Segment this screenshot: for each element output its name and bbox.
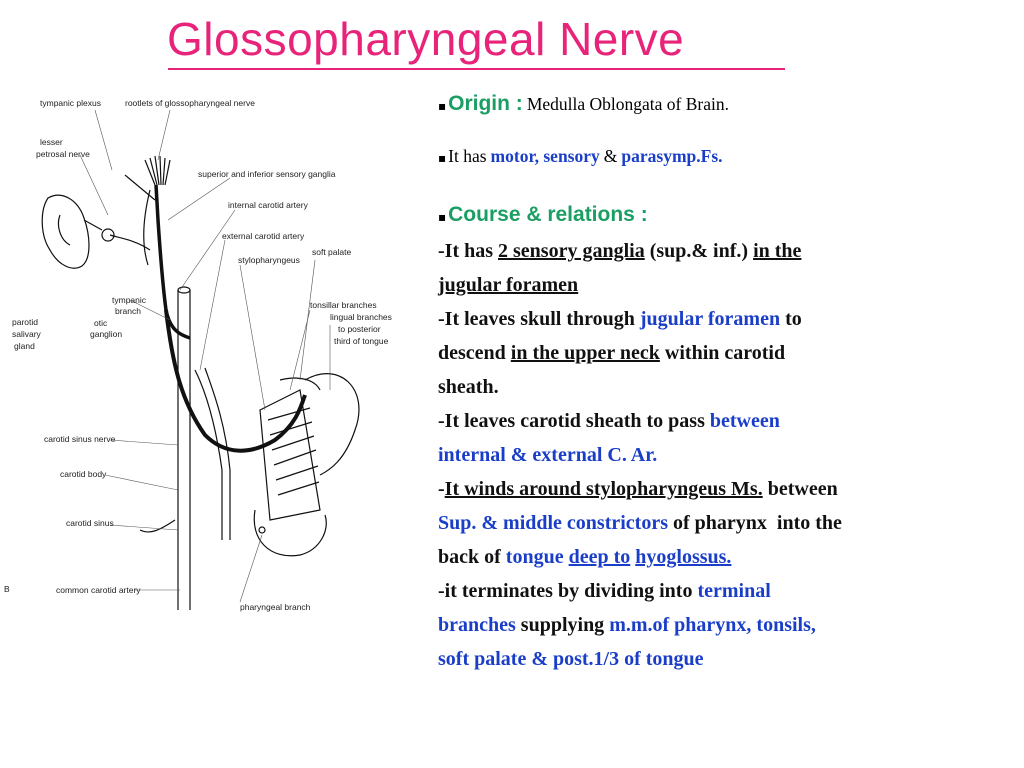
nerve-trunk	[156, 185, 190, 338]
has-amp: &	[603, 146, 618, 166]
label-tympanic-plexus: tympanic plexus	[40, 98, 101, 108]
label-carotid-body: carotid body	[60, 469, 107, 479]
course-line-7: internal & external C. Ar.	[438, 444, 658, 466]
label-parotid: parotid	[12, 317, 38, 327]
label-lingual-1: lingual branches	[330, 312, 392, 322]
has-motor-sensory: motor, sensory	[490, 146, 600, 166]
label-pharyngeal-branch: pharyngeal branch	[240, 602, 311, 612]
label-sensory-ganglia: superior and inferior sensory ganglia	[198, 169, 336, 179]
course-line-4: descend in the upper neck within carotid	[438, 342, 786, 364]
course-line-13: soft palate & post.1/3 of tongue	[438, 648, 704, 670]
label-petrosal-nerve: petrosal nerve	[36, 149, 90, 159]
label-stylopharyngeus: stylopharyngeus	[238, 255, 300, 265]
tongue	[305, 374, 359, 475]
course-line-11: -it terminates by dividing into terminal	[438, 580, 771, 602]
bullet-icon: ▪	[438, 210, 447, 224]
label-gland: gland	[14, 341, 35, 351]
nerve-curve	[166, 310, 305, 451]
origin-label: Origin :	[448, 92, 523, 115]
label-otic: otic	[94, 318, 108, 328]
label-rootlets: rootlets of glossopharyngeal nerve	[125, 98, 255, 108]
course-line-3: -It leaves skull through jugular foramen to	[438, 308, 802, 330]
label-lesser: lesser	[40, 137, 63, 147]
label-lingual-2: to posterior	[338, 324, 381, 334]
stylopharyngeus	[260, 390, 320, 520]
course-line-5: sheath.	[438, 376, 499, 398]
title-underline	[168, 68, 785, 70]
label-ganglion: ganglion	[90, 329, 123, 339]
glossopharyngeal-diagram	[0, 90, 425, 640]
origin-text: Medulla Oblongata of Brain.	[526, 94, 729, 114]
label-internal-carotid: internal carotid artery	[228, 200, 308, 210]
has-prefix: It has	[448, 146, 487, 166]
course-line-8: -It winds around stylopharyngeus Ms. between	[438, 478, 838, 500]
bullet-icon: ▪	[438, 151, 447, 165]
slide-title: Glossopharyngeal Nerve	[167, 13, 685, 65]
ear-outline	[42, 195, 89, 268]
course-line-9: Sup. & middle constrictors of pharynx into the	[438, 512, 842, 534]
label-salivary: salivary	[12, 329, 41, 339]
rootlets	[145, 156, 170, 185]
label-branch: branch	[115, 306, 141, 316]
label-carotid-sinus-nerve: carotid sinus nerve	[44, 434, 116, 444]
course-line-6: -It leaves carotid sheath to pass between	[438, 410, 780, 432]
course-label: Course & relations :	[448, 203, 648, 226]
label-external-carotid: external carotid artery	[222, 231, 305, 241]
label-tonsillar: tonsillar branches	[310, 300, 377, 310]
course-line-2: jugular foramen	[438, 274, 579, 296]
label-carotid-sinus: carotid sinus	[66, 518, 114, 528]
label-common-carotid: common carotid artery	[56, 585, 141, 595]
has-line	[438, 146, 723, 167]
course-heading	[438, 203, 648, 227]
bullet-icon: ▪	[438, 99, 447, 113]
label-lingual-3: third of tongue	[334, 336, 389, 346]
course-line-12: branches supplying m.m.of pharynx, tonsils,	[438, 614, 816, 636]
label-tympanic: tympanic	[112, 295, 147, 305]
origin-line	[438, 92, 729, 116]
has-parasymp: parasymp.Fs.	[621, 146, 723, 166]
label-figure-letter: B	[4, 584, 10, 594]
course-line-10: back of tongue deep to hyoglossus.	[438, 546, 732, 568]
label-soft-palate: soft palate	[312, 247, 352, 257]
course-line-1: -It has 2 sensory ganglia (sup.& inf.) in the	[438, 240, 802, 262]
